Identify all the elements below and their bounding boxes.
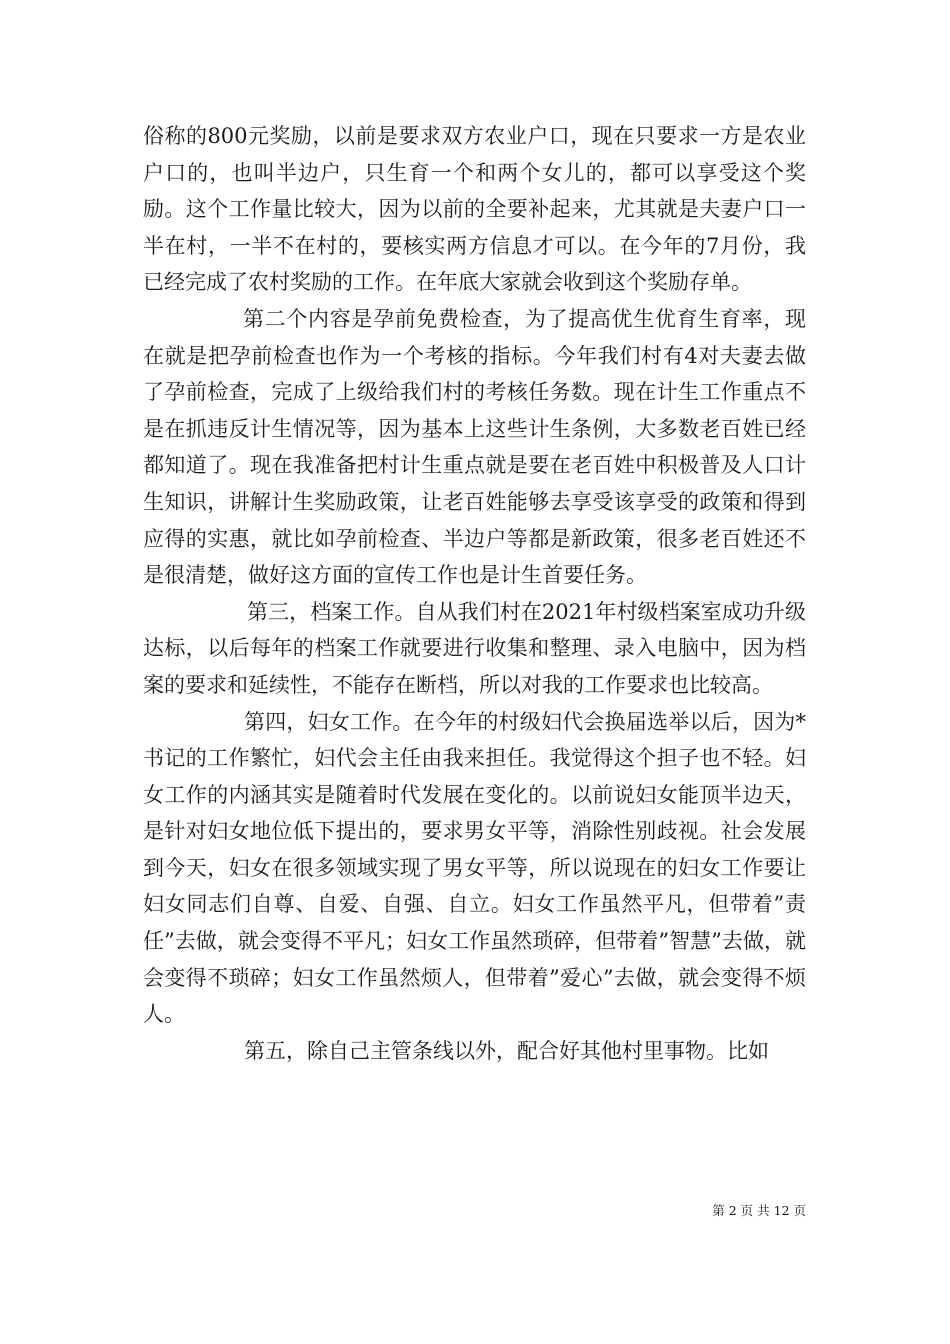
paragraph-continuation: 俗称的800元奖励，以前是要求双方农业户口，现在只要求一方是农业户口的，也叫半边户，只生育一个和两个女儿的，都可以享受这个奖励。这个工作量比较大，因为以前的全要补起来，尤其就是夫妻户口一半在村，一半不在村的，要核实两方信息才可以。在今年的7月份，我已经完成了农村奖励的工作。在年底大家就会收到这个奖励存单。 [143,124,806,295]
document-body [143,118,806,1069]
paragraph-third-item: 第三，档案工作。自从我们村在2021年村级档案室成功升级达标，以后每年的档案工作就要进行收集和整理、录入电脑中，因为档案的要求和延续性，不能存在断档，所以对我的工作要求也比较高。 [143,599,806,697]
page-number-footer: 第 2 页 共 12 页 [712,1203,806,1218]
paragraph-fifth-item: 第五，除自己主管条线以外，配合好其他村里事物。比如 [244,1038,769,1063]
paragraph-fourth-item: 第四，妇女工作。在今年的村级妇代会换届选举以后，因为*书记的工作繁忙，妇代会主任由我来担任。我觉得这个担子也不轻。妇女工作的内涵其实是随着时代发展在变化的。以前说妇女能顶半边天，是针对妇女地位低下提出的，要求男女平等，消除性别歧视。社会发展到今天，妇女在很多领域实现了男女平等，所以说现在的妇女工作要让妇女同志们自尊、自爱、自强、自立。妇女工作虽然平凡，但带着”责任”去做，就会变得不平凡；妇女工作虽然琐碎，但带着”智慧”去做，就会变得不琐碎；妇女工作虽然烦人，但带着”爱心”去做，就会变得不烦人。 [143,709,806,1027]
paragraph-second-item: 第二个内容是孕前免费检查，为了提高优生优育生育率，现在就是把孕前检查也作为一个考核的指标。今年我们村有4对夫妻去做了孕前检查，完成了上级给我们村的考核任务数。现在计生工作重点不是在抓违反计生情况等，因为基本上这些计生条例，大多数老百姓已经都知道了。现在我准备把村计生重点就是要在老百姓中积极普及人口计生知识，讲解计生奖励政策，让老百姓能够去享受该享受的政策和得到应得的实惠，就比如孕前检查、半边户等都是新政策，很多老百姓还不是很清楚，做好这方面的宣传工作也是计生首要任务。 [143,306,806,588]
